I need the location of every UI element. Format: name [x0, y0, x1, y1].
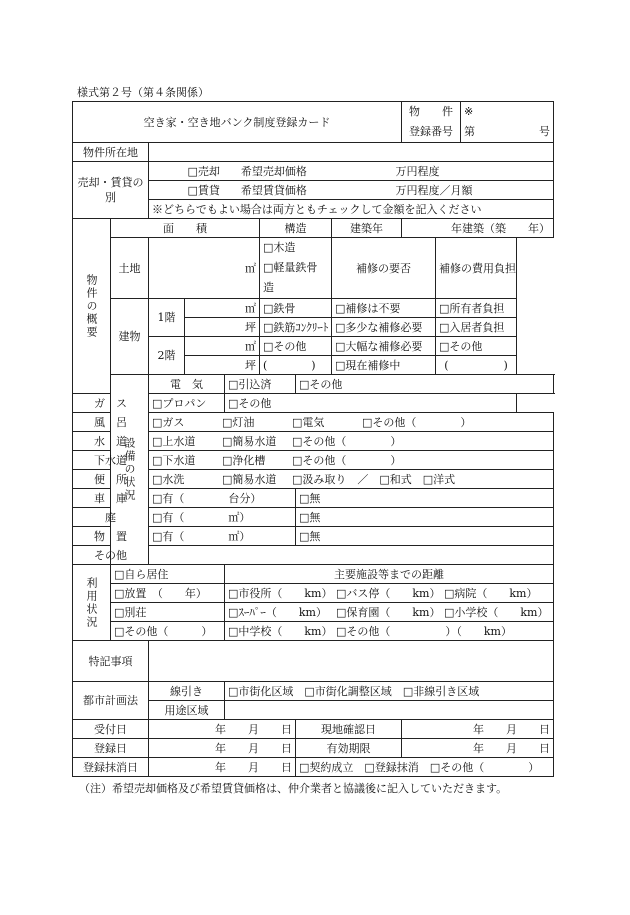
land-label: 土地	[111, 238, 149, 299]
villa[interactable]: □別荘	[111, 603, 225, 622]
facility-options[interactable]: □上水道 □簡易水道 □その他（ ）	[149, 432, 554, 451]
facility-other-field[interactable]	[149, 546, 554, 565]
garden-no[interactable]: □無	[296, 508, 554, 527]
registration-number-field[interactable]: ※ 第 号	[461, 102, 554, 143]
facility-option[interactable]: □引込済	[225, 375, 296, 394]
facility-option[interactable]: □その他	[225, 394, 517, 413]
repair-minor[interactable]: □多少な補修必要	[332, 318, 436, 337]
rc-checkbox[interactable]: □鉄筋ｺﾝｸﾘｰﾄ	[260, 318, 332, 337]
light-steel-checkbox[interactable]: □軽量鉄骨造	[263, 261, 318, 294]
rent-row[interactable]	[185, 181, 554, 200]
floor1-label: 1階	[149, 299, 185, 337]
rent-checkbox[interactable]: □賃貸	[187, 183, 220, 197]
facility-name: 便 所	[73, 470, 149, 489]
struct-other-checkbox[interactable]: □その他	[260, 337, 332, 356]
registration-card-table	[72, 101, 554, 777]
card-title: 空き家・空き地バンク制度登録カード	[73, 102, 402, 143]
facility-options[interactable]: □ガス □灯油 □電気 □その他（ ）	[149, 413, 554, 432]
footnote: （注）希望売却価格及び希望賃貸価格は、仲介業者と協議後に記入していただきます。	[79, 782, 508, 795]
remarks-field[interactable]	[149, 641, 554, 682]
sale-unit: 万円程度	[395, 164, 440, 178]
location-label: 物件所在地	[73, 143, 149, 162]
garden-label: 庭	[73, 508, 149, 527]
usage-label: 利用状況	[73, 565, 111, 641]
floor2-sqm: ㎡	[185, 337, 260, 356]
build-year-label: 建築年	[332, 219, 402, 238]
struct-other-field[interactable]: ( )	[260, 356, 332, 375]
left-vacant[interactable]: □放置 （ 年）	[111, 584, 225, 603]
garage-yes[interactable]: □有（ 台分）	[149, 489, 296, 508]
usage-other[interactable]: □その他（ ）	[111, 622, 225, 641]
valid-label: 有効期限	[296, 739, 402, 758]
self-residence[interactable]: □自ら居住	[111, 565, 225, 584]
storage-label: 物 置	[73, 527, 149, 546]
sale-note: ※どちらでもよい場合は両方ともチェックして金額を記入ください	[149, 200, 554, 219]
deleted-date[interactable]: 年 月 日	[149, 758, 296, 777]
location-field[interactable]	[149, 143, 554, 162]
garage-label: 車 庫	[73, 489, 149, 508]
zone-field[interactable]	[225, 701, 554, 720]
sale-rent-label: 売却・賃貸の別	[73, 162, 149, 219]
floor1-sqm: ㎡	[185, 299, 260, 318]
wood-checkbox[interactable]: □木造	[263, 241, 296, 254]
repair-in-progress[interactable]: □現在補修中	[332, 356, 436, 375]
received-label: 受付日	[73, 720, 149, 739]
sale-row[interactable]	[185, 162, 554, 181]
area-header: 面 積	[111, 219, 260, 238]
facilities-label: 設備の状況	[111, 375, 149, 565]
distance-row-1[interactable]: □市役所（ km） □バス停（ km） □病院（ km）	[225, 584, 554, 603]
distance-row-3[interactable]: □中学校（ km） □その他（ ）（ km）	[225, 622, 554, 641]
repair-none[interactable]: □補修は不要	[332, 299, 436, 318]
received-date[interactable]: 年 月 日	[149, 720, 296, 739]
repair-major[interactable]: □大幅な補修必要	[332, 337, 436, 356]
structure-header: 構造	[260, 219, 332, 238]
registration-number-label: 物 件 登録番号	[402, 102, 461, 143]
storage-no[interactable]: □無	[296, 527, 554, 546]
rent-price-label: 希望賃貸価格	[240, 183, 307, 197]
facility-option[interactable]: □その他	[296, 375, 554, 394]
form-caption: 様式第２号（第４条関係）	[77, 86, 209, 99]
sale-checkbox[interactable]: □売却	[187, 164, 220, 178]
floor2-label: 2階	[149, 337, 185, 375]
facility-option[interactable]: □プロパン	[149, 394, 225, 413]
sale-price-label: 希望売却価格	[240, 164, 307, 178]
steel-checkbox[interactable]: □鉄骨	[260, 299, 332, 318]
facility-name: 電 気	[149, 375, 225, 394]
deleted-label: 登録抹消日	[73, 758, 149, 777]
deletion-reason[interactable]: □契約成立 □登録抹消 □その他（ ）	[296, 758, 554, 777]
registered-date[interactable]: 年 月 日	[149, 739, 296, 758]
distance-row-2[interactable]: □ｽｰﾊﾟｰ（ km） □保育園（ km） □小学校（ km）	[225, 603, 554, 622]
remarks-label: 特記事項	[73, 641, 149, 682]
structure-wood-light[interactable]	[260, 238, 332, 299]
facility-name: 水 道	[73, 432, 149, 451]
repair-header: 補修の要否	[332, 238, 436, 299]
floor2-tsubo: 坪	[185, 356, 260, 375]
cost-tenant[interactable]: □入居者負担	[436, 318, 517, 337]
city-plan-label: 都市計画法	[73, 682, 149, 720]
land-area-unit: ㎡	[149, 238, 260, 299]
facility-name: ガ ス	[73, 394, 149, 413]
garage-no[interactable]: □無	[296, 489, 554, 508]
registered-label: 登録日	[73, 739, 149, 758]
line-label: 線引き	[149, 682, 225, 701]
facility-name: 風 呂	[73, 413, 149, 432]
storage-yes[interactable]: □有（ ㎡）	[149, 527, 296, 546]
site-check-date[interactable]: 年 月 日	[402, 720, 554, 739]
building-label: 建物	[111, 299, 149, 375]
cost-header: 補修の費用負担	[436, 238, 517, 299]
site-check-label: 現地確認日	[296, 720, 402, 739]
cost-owner[interactable]: □所有者負担	[436, 299, 517, 318]
facility-other-label: その他	[73, 546, 149, 565]
facility-name: 下水道	[73, 451, 149, 470]
rent-unit: 万円程度／月額	[395, 183, 473, 197]
overview-label: 物件の概要	[73, 219, 111, 394]
zone-label: 用途区域	[149, 701, 225, 720]
cost-other[interactable]: □その他	[436, 337, 517, 356]
cost-other-field[interactable]: ( )	[436, 356, 517, 375]
floor1-tsubo: 坪	[185, 318, 260, 337]
line-options[interactable]: □市街化区域 □市街化調整区域 □非線引き区域	[225, 682, 554, 701]
build-year-field[interactable]: 年建築（築 年）	[402, 219, 554, 238]
garden-yes[interactable]: □有（ ㎡）	[149, 508, 296, 527]
facility-options[interactable]: □下水道 □浄化槽 □その他（ ）	[149, 451, 554, 470]
facility-options[interactable]: □水洗 □簡易水道 □汲み取り ／ □和式 □洋式	[149, 470, 554, 489]
valid-date[interactable]: 年 月 日	[402, 739, 554, 758]
distance-header: 主要施設等までの距離	[225, 565, 554, 584]
